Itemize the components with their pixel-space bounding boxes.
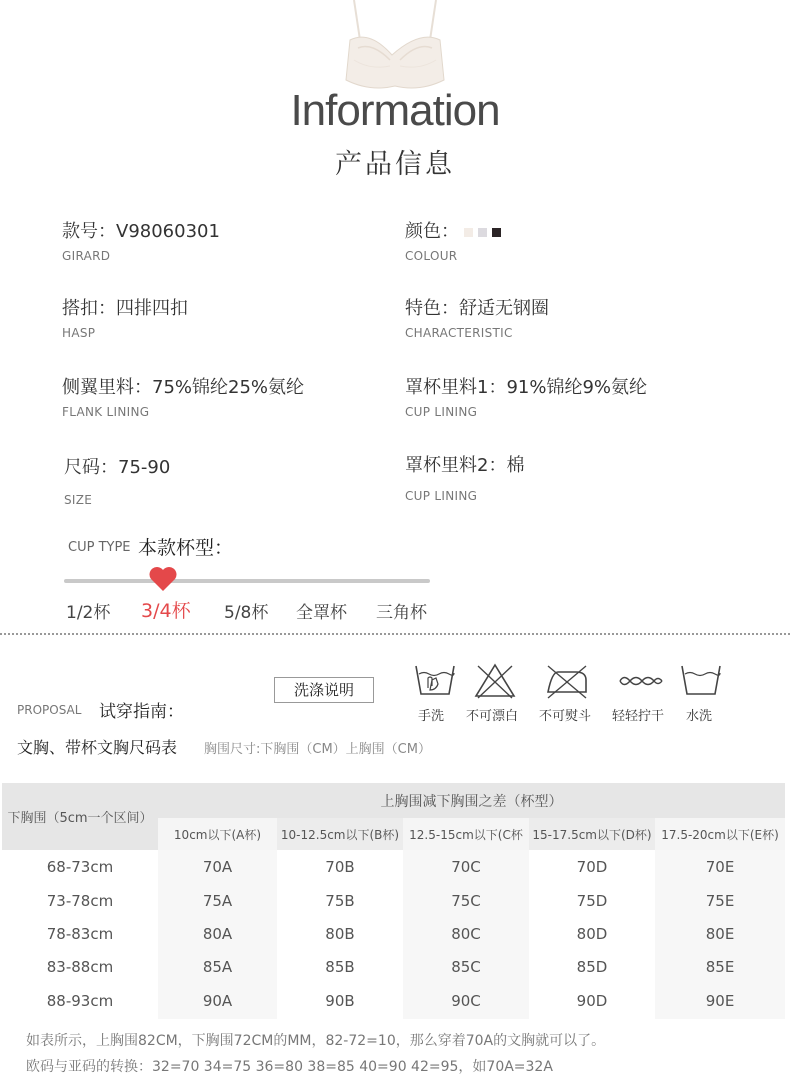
table-cell: 70D xyxy=(529,850,655,884)
field-size xyxy=(64,453,170,507)
table-cell-range: 68-73cm xyxy=(2,850,158,884)
bra-product-image xyxy=(340,0,450,95)
table-cell-range: 73-78cm xyxy=(2,884,158,917)
column-header: 10cm以下(A杯) xyxy=(158,818,277,850)
field-cup-lining-2 xyxy=(405,451,524,503)
proposal-label-en: PROPOSAL xyxy=(17,703,82,717)
table-row xyxy=(2,950,785,983)
group-header-cup-diff: 上胸围减下胸围之差（杯型） xyxy=(158,783,785,818)
table-row xyxy=(2,983,785,1019)
title-chinese: 产品信息 xyxy=(335,149,455,180)
cup-option-triangle[interactable]: 三角杯 xyxy=(376,603,427,623)
care-label-hand-wash: 手洗 xyxy=(418,709,445,724)
table-cell: 70C xyxy=(403,850,529,884)
hero xyxy=(0,0,790,200)
field-hasp-value: 搭扣：四排四扣 xyxy=(62,298,188,319)
no-bleach-icon xyxy=(472,662,518,700)
field-cup-lining-1 xyxy=(405,373,647,419)
cup-type-label-en: CUP TYPE xyxy=(68,540,131,555)
table-cell: 90B xyxy=(277,983,403,1019)
field-style-label: GIRARD xyxy=(62,249,111,263)
field-size-label: SIZE xyxy=(64,493,93,507)
field-colour xyxy=(405,217,501,263)
table-cell: 90D xyxy=(529,983,655,1019)
table-cell: 80B xyxy=(277,917,403,950)
table-cell: 70A xyxy=(158,850,277,884)
cup-option-half[interactable]: 1/2杯 xyxy=(66,603,111,623)
table-cell: 80D xyxy=(529,917,655,950)
size-chart-subtitle: 胸围尺寸:下胸围（CM）上胸围（CM） xyxy=(204,742,431,757)
table-cell: 70B xyxy=(277,850,403,884)
table-cell: 85A xyxy=(158,950,277,983)
colour-swatch-ivory[interactable] xyxy=(464,228,473,237)
care-label-water-wash: 水洗 xyxy=(686,709,713,724)
field-size-value: 尺码：75-90 xyxy=(64,457,171,478)
field-style-value: 款号：V98060301 xyxy=(62,221,220,242)
size-chart-title: 文胸、带杯文胸尺码表 xyxy=(17,738,178,757)
field-cup2-label: CUP LINING xyxy=(405,489,478,503)
field-characteristic xyxy=(405,294,549,340)
cup-option-five-eighths[interactable]: 5/8杯 xyxy=(224,603,269,623)
table-row xyxy=(2,850,785,884)
size-chart-table xyxy=(2,783,785,1019)
table-cell: 90C xyxy=(403,983,529,1019)
section-divider xyxy=(0,633,790,635)
cup-option-full[interactable]: 全罩杯 xyxy=(296,603,347,623)
table-row xyxy=(2,884,785,917)
field-hasp xyxy=(62,294,188,340)
field-cup1-label: CUP LINING xyxy=(405,405,478,419)
table-cell: 85B xyxy=(277,950,403,983)
field-characteristic-value: 特色：舒适无钢圈 xyxy=(405,298,549,319)
cup-type-label-cn: 本款杯型： xyxy=(138,537,234,559)
table-cell: 75E xyxy=(655,884,785,917)
care-label-gentle-wring: 轻轻拧干 xyxy=(612,709,665,724)
row-header-underbust: 下胸围（5cm一个区间） xyxy=(2,783,158,850)
field-characteristic-label: CHARACTERISTIC xyxy=(405,326,513,340)
size-note-example: 如表所示，上胸围82CM，下胸围72CM的MM，82-72=10，那么穿着70A的文胸就可以了。 xyxy=(26,1033,606,1049)
cup-option-three-quarter[interactable]: 3/4杯 xyxy=(141,600,191,622)
table-cell: 75B xyxy=(277,884,403,917)
cup-type-slider xyxy=(64,579,430,583)
field-colour-label: COLOUR xyxy=(405,249,458,263)
column-header: 15-17.5cm以下(D杯) xyxy=(529,818,655,850)
hand-wash-icon xyxy=(412,662,458,700)
column-header: 10-12.5cm以下(B杯) xyxy=(277,818,403,850)
proposal-label-cn: 试穿指南： xyxy=(99,702,184,722)
size-note-conversion: 欧码与亚码的转换：32=70 34=75 36=80 38=85 40=90 42=95，如70A=32A xyxy=(26,1059,553,1075)
column-header: 12.5-15cm以下(C杯 xyxy=(403,818,529,850)
table-cell: 80C xyxy=(403,917,529,950)
table-cell-range: 78-83cm xyxy=(2,917,158,950)
column-header: 17.5-20cm以下(E杯) xyxy=(655,818,785,850)
table-cell: 75C xyxy=(403,884,529,917)
field-style-number xyxy=(62,217,220,263)
colour-swatch-black[interactable] xyxy=(492,228,501,237)
table-row xyxy=(2,917,785,950)
heart-icon xyxy=(148,566,178,592)
field-flank-label: FLANK LINING xyxy=(62,405,150,419)
table-cell: 80A xyxy=(158,917,277,950)
field-colour-value: 颜色： xyxy=(405,221,459,242)
table-cell: 70E xyxy=(655,850,785,884)
field-flank-lining xyxy=(62,373,304,419)
field-cup1-value: 罩杯里料1：91%锦纶9%氨纶 xyxy=(405,377,648,398)
no-iron-icon xyxy=(544,662,590,700)
table-cell: 75D xyxy=(529,884,655,917)
colour-swatch-grey[interactable] xyxy=(478,228,487,237)
table-cell-range: 88-93cm xyxy=(2,983,158,1019)
gentle-wring-icon xyxy=(618,662,664,700)
care-label-no-bleach: 不可漂白 xyxy=(466,709,519,724)
table-cell: 90A xyxy=(158,983,277,1019)
table-cell: 85D xyxy=(529,950,655,983)
field-cup2-value: 罩杯里料2：棉 xyxy=(405,455,525,476)
care-instructions-button[interactable]: 洗涤说明 xyxy=(274,677,374,703)
table-cell: 90E xyxy=(655,983,785,1019)
table-cell: 80E xyxy=(655,917,785,950)
table-cell: 85C xyxy=(403,950,529,983)
title-english: Information xyxy=(290,86,500,135)
table-cell: 75A xyxy=(158,884,277,917)
field-hasp-label: HASP xyxy=(62,326,96,340)
care-label-no-iron: 不可熨斗 xyxy=(539,709,592,724)
field-flank-value: 侧翼里料：75%锦纶25%氨纶 xyxy=(62,377,305,398)
table-cell-range: 83-88cm xyxy=(2,950,158,983)
table-cell: 85E xyxy=(655,950,785,983)
water-wash-icon xyxy=(678,662,724,700)
